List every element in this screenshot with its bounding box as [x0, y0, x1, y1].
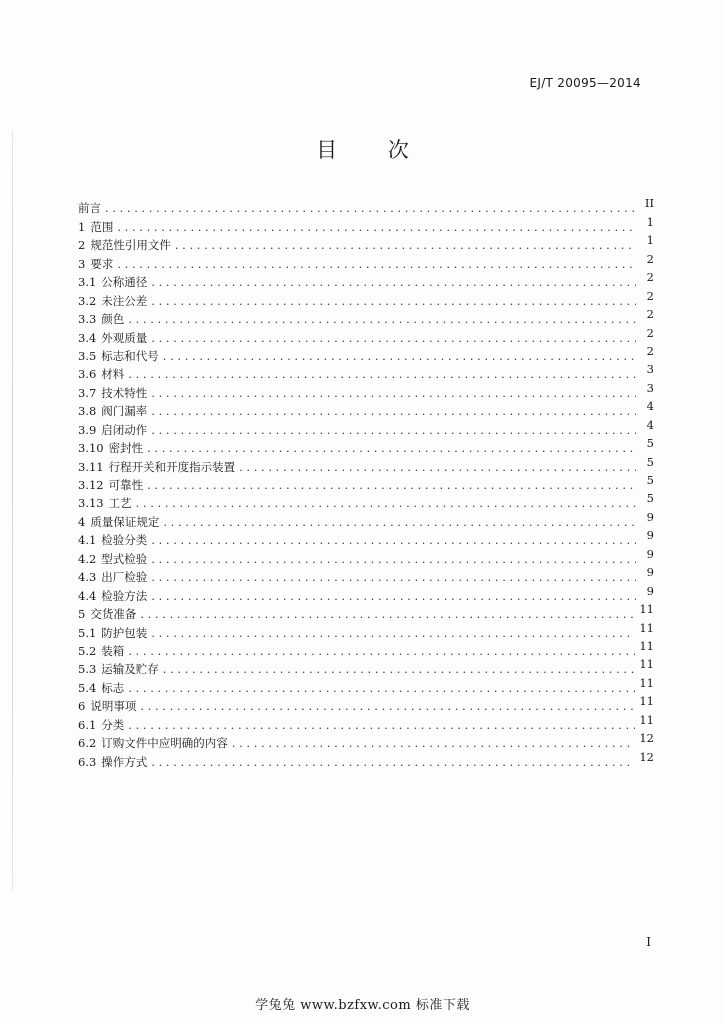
toc-entry-label: 行程开关和开度指示装置: [108, 459, 236, 474]
toc-entry-number: 3.2: [78, 293, 97, 308]
toc-entry-label: 公称通径: [101, 275, 148, 290]
toc-entry-number: 4.2: [78, 551, 97, 566]
toc-entry-label: 阀门漏率: [101, 404, 148, 419]
toc-entry-number: 5.4: [78, 680, 97, 695]
toc-dot-leader: [140, 607, 635, 621]
toc-dot-leader: [151, 404, 636, 418]
toc-entry-page: 9: [646, 583, 654, 598]
toc-entry-page: 2: [646, 343, 654, 358]
toc-dot-leader: [147, 441, 636, 455]
toc-entry-page: 5: [646, 436, 654, 451]
toc-entry-number: 3.7: [78, 385, 97, 400]
toc-dot-leader: [105, 201, 636, 215]
toc-entry-label: 标志: [101, 680, 125, 695]
toc-entry-label: 交货准备: [90, 607, 137, 622]
toc-entry-number: 4.1: [78, 533, 97, 548]
toc-entry[interactable]: [78, 326, 654, 344]
toc-dot-leader: [232, 736, 636, 750]
toc-entry-number: 3: [78, 256, 86, 271]
toc-entry-page: 5: [646, 454, 654, 469]
toc-entry[interactable]: [78, 732, 654, 750]
toc-entry-number: 3.1: [78, 275, 97, 290]
toc-entry[interactable]: [78, 492, 654, 510]
toc-dot-leader: [117, 257, 636, 271]
toc-dot-leader: [151, 589, 636, 603]
table-of-contents: [78, 197, 654, 769]
toc-entry[interactable]: [78, 547, 654, 565]
toc-entry-number: 3.6: [78, 367, 97, 382]
toc-entry-label: 工艺: [108, 496, 132, 511]
toc-dot-leader: [151, 626, 635, 640]
toc-entry[interactable]: [78, 345, 654, 363]
toc-entry-number: 3.12: [78, 478, 104, 492]
toc-dot-leader: [151, 386, 636, 400]
toc-entry[interactable]: [78, 510, 654, 528]
toc-dot-leader: [147, 478, 636, 492]
toc-entry-page: 1: [646, 233, 654, 248]
toc-dot-leader: [151, 275, 636, 289]
toc-dot-leader: [128, 718, 635, 732]
document-code: EJ/T 20095—2014: [529, 76, 641, 90]
toc-entry-number: 4.4: [78, 588, 97, 603]
toc-entry-page: 11: [639, 620, 654, 635]
toc-dot-leader: [151, 533, 636, 547]
toc-entry-number: 5.2: [78, 643, 97, 658]
toc-entry-number: 3.10: [78, 441, 104, 456]
toc-dot-leader: [128, 312, 636, 326]
toc-entry-number: 4: [78, 514, 86, 529]
toc-entry[interactable]: [78, 695, 654, 713]
toc-entry-label: 启闭动作: [101, 422, 148, 437]
toc-entry[interactable]: [78, 308, 654, 326]
toc-entry-number: 6.2: [78, 736, 97, 751]
toc-entry[interactable]: [78, 289, 654, 307]
toc-entry-page: 2: [646, 270, 654, 285]
toc-entry-page: 1: [646, 214, 654, 229]
toc-entry[interactable]: [78, 197, 654, 215]
toc-entry-page: 5: [646, 473, 654, 487]
toc-entry-label: 外观质量: [101, 330, 148, 345]
toc-entry-number: 6: [78, 699, 86, 714]
toc-entry-label: 密封性: [108, 441, 144, 456]
toc-dot-leader: [151, 331, 636, 345]
toc-entry-page: 11: [639, 602, 654, 617]
toc-dot-leader: [136, 496, 636, 510]
toc-entry[interactable]: [78, 400, 654, 418]
toc-dot-leader: [128, 681, 635, 695]
toc-entry-label: 前言: [78, 201, 101, 216]
toc-entry[interactable]: [78, 621, 654, 639]
toc-entry-label: 质量保证规定: [90, 514, 160, 529]
toc-entry-number: 5.1: [78, 625, 97, 640]
toc-entry-label: 颜色: [101, 312, 125, 327]
toc-entry-label: 订购文件中应明确的内容: [101, 736, 228, 751]
toc-entry[interactable]: [78, 474, 654, 492]
toc-entry-number: 3.3: [78, 312, 97, 327]
toc-entry-label: 操作方式: [101, 754, 148, 769]
toc-entry[interactable]: [78, 252, 654, 270]
toc-entry-number: 3.4: [78, 330, 97, 345]
toc-dot-leader: [151, 552, 636, 566]
toc-entry-number: 6.1: [78, 717, 97, 732]
toc-entry-number: 1: [78, 219, 86, 234]
toc-entry-number: 5: [78, 607, 86, 622]
toc-entry[interactable]: [78, 584, 654, 602]
toc-entry[interactable]: [78, 271, 654, 289]
toc-dot-leader: [128, 367, 636, 381]
toc-dot-leader: [140, 699, 635, 713]
toc-entry-label: 规范性引用文件: [90, 238, 171, 253]
toc-entry[interactable]: [78, 676, 654, 694]
page-number: I: [646, 935, 651, 949]
toc-entry-number: 6.3: [78, 754, 97, 769]
toc-dot-leader: [163, 662, 636, 676]
toc-entry-label: 可靠性: [108, 478, 144, 492]
toc-entry-page: 11: [639, 675, 654, 690]
toc-entry[interactable]: [78, 750, 654, 768]
toc-entry-page: 2: [646, 307, 654, 322]
toc-entry[interactable]: [78, 529, 654, 547]
toc-entry-label: 材料: [101, 367, 125, 382]
toc-dot-leader: [163, 515, 636, 529]
toc-dot-leader: [128, 644, 635, 658]
toc-entry-page: 5: [646, 491, 654, 506]
toc-entry-label: 检验方法: [101, 588, 148, 603]
toc-entry-number: 3.9: [78, 422, 97, 437]
toc-entry-page: 3: [646, 380, 654, 395]
toc-entry[interactable]: [78, 603, 654, 621]
toc-entry-label: 出厂检验: [101, 570, 148, 585]
toc-dot-leader: [151, 570, 636, 584]
toc-entry-page: 4: [646, 417, 654, 432]
toc-entry-label: 说明事项: [90, 699, 137, 714]
toc-entry-page: 11: [639, 638, 654, 653]
toc-entry-number: 2: [78, 238, 86, 253]
toc-entry[interactable]: [78, 381, 654, 399]
toc-entry-page: II: [644, 196, 654, 211]
toc-entry-page: 9: [646, 546, 654, 561]
toc-entry-label: 范围: [90, 219, 114, 234]
toc-entry-label: 防护包装: [101, 625, 148, 640]
toc-entry-label: 未注公差: [101, 293, 148, 308]
toc-dot-leader: [117, 220, 636, 234]
toc-entry-number: 3.8: [78, 404, 97, 419]
toc-dot-leader: [151, 755, 635, 769]
toc-entry[interactable]: [78, 658, 654, 676]
toc-dot-leader: [239, 460, 636, 474]
toc-entry-page: 2: [646, 251, 654, 266]
toc-entry-page: 12: [639, 749, 654, 764]
watermark-text: 学兔兔 www.bzfxw.com 标准下载: [255, 998, 470, 1013]
toc-entry-label: 型式检验: [101, 551, 148, 566]
toc-entry-label: 分类: [101, 717, 125, 732]
toc-entry-label: 装箱: [101, 643, 125, 658]
toc-entry-number: 3.13: [78, 496, 104, 511]
toc-entry-number: 4.3: [78, 570, 97, 585]
toc-entry-label: 标志和代号: [101, 348, 159, 363]
toc-entry-page: 12: [639, 731, 654, 746]
toc-entry[interactable]: [78, 363, 654, 381]
toc-entry[interactable]: [78, 215, 654, 233]
toc-entry-page: 11: [639, 694, 654, 709]
toc-entry[interactable]: [78, 437, 654, 455]
toc-entry[interactable]: [78, 455, 654, 473]
toc-entry[interactable]: [78, 640, 654, 658]
toc-entry-number: 5.3: [78, 662, 97, 677]
toc-entry-number: 3.5: [78, 348, 97, 363]
toc-dot-leader: [151, 423, 636, 437]
toc-dot-leader: [175, 238, 636, 252]
toc-entry[interactable]: [78, 418, 654, 436]
toc-entry-label: 运输及贮存: [101, 662, 159, 677]
toc-entry[interactable]: [78, 234, 654, 252]
toc-entry-label: 要求: [90, 256, 114, 271]
toc-dot-leader: [163, 349, 636, 363]
toc-dot-leader: [151, 294, 636, 308]
toc-entry-number: 3.11: [78, 459, 104, 474]
toc-entry-page: 11: [639, 657, 654, 672]
toc-entry-page: 9: [646, 565, 654, 580]
toc-entry-page: 11: [639, 712, 654, 727]
toc-entry-page: 4: [646, 399, 654, 414]
toc-entry[interactable]: [78, 713, 654, 731]
scan-edge-line: [12, 130, 13, 890]
toc-entry-page: 2: [646, 288, 654, 303]
toc-entry-page: 9: [646, 528, 654, 543]
toc-entry-label: 技术特性: [101, 385, 148, 400]
page-title: 目 次: [316, 138, 431, 162]
toc-entry-page: 3: [646, 362, 654, 377]
toc-entry-label: 检验分类: [101, 533, 148, 548]
toc-entry[interactable]: [78, 566, 654, 584]
toc-entry-page: 9: [646, 509, 654, 524]
toc-entry-page: 2: [646, 325, 654, 340]
